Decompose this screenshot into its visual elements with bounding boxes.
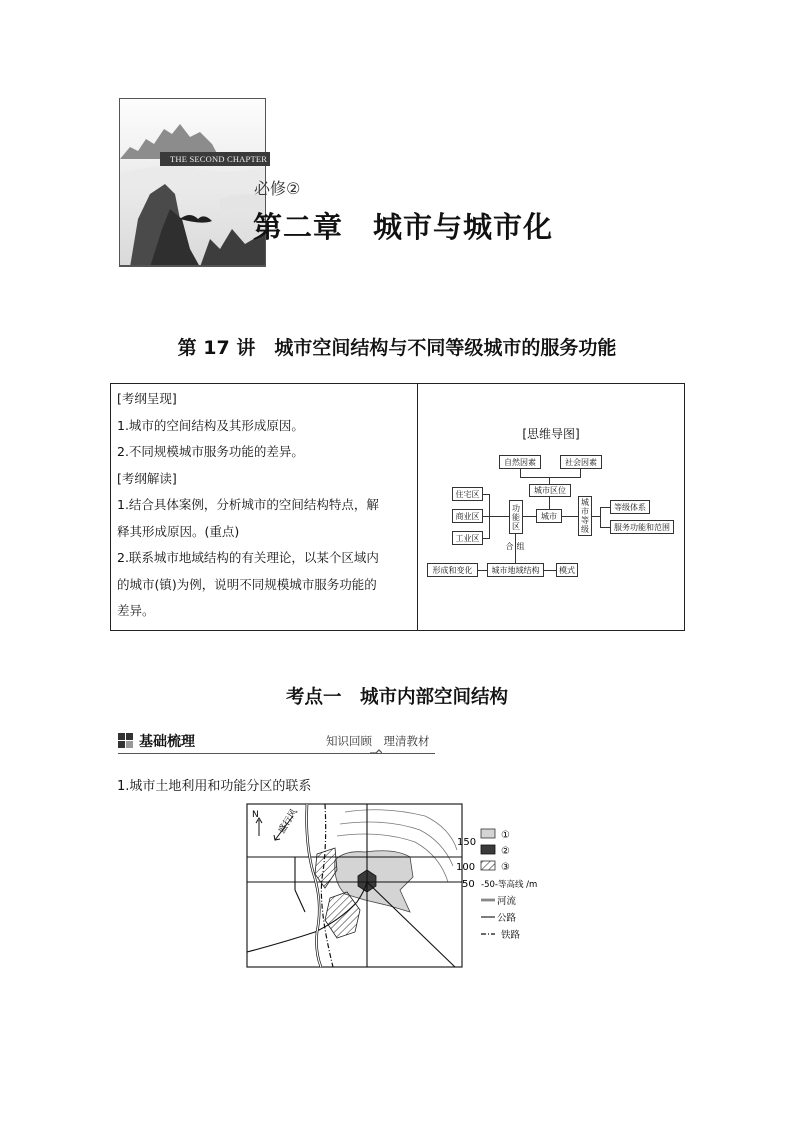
legend-road-label: 公路	[497, 913, 517, 924]
outline-line: [考纲呈现]	[117, 391, 177, 406]
mindmap-connector	[600, 507, 610, 508]
outline-line: 1.结合具体案例，分析城市的空间结构特点，解	[117, 497, 379, 512]
legend-zone3-label: ③	[501, 862, 510, 873]
node-industrial: 工业区	[452, 531, 483, 545]
mindmap-connector	[523, 516, 536, 517]
legend-zone3-swatch	[481, 861, 495, 870]
label-combine: 组合	[505, 542, 525, 551]
banner-underline	[119, 266, 266, 267]
node-level-system: 等级体系	[610, 500, 650, 514]
exam-outline-text	[117, 386, 412, 625]
mindmap-connector	[520, 477, 581, 478]
review-section-subtitle: 知识回顾 理清教材	[326, 734, 430, 748]
legend-railway-label: 铁路	[501, 930, 521, 941]
square-block-icon	[118, 733, 133, 748]
node-city: 城市	[536, 509, 562, 523]
mindmap-connector	[562, 516, 578, 517]
outline-line: 2.不同规模城市服务功能的差异。	[117, 444, 304, 459]
node-natural-factors: 自然因素	[499, 455, 541, 469]
section-title: 考点一 城市内部空间结构	[285, 687, 508, 708]
node-residential: 住宅区	[452, 487, 483, 501]
mindmap-connector	[489, 516, 509, 517]
node-social-factors: 社会因素	[560, 455, 602, 469]
mindmap-connector	[549, 496, 550, 509]
legend-zone2-swatch	[481, 845, 495, 854]
mindmap-connector	[600, 507, 601, 528]
node-model: 模式	[556, 563, 578, 577]
contour-label-150: 150	[457, 837, 477, 848]
mindmap-title: [思维导图]	[522, 427, 580, 441]
legend-zone1-label: ①	[501, 830, 510, 841]
legend-contour-label: -50-等高线 /m	[481, 880, 538, 890]
item-heading: 1.城市土地利用和功能分区的联系	[117, 779, 312, 794]
outline-line: 差异。	[117, 603, 155, 618]
lecture-title: 第 17 讲 城市空间结构与不同等级城市的服务功能	[177, 337, 617, 359]
mindmap-connector	[592, 516, 600, 517]
outline-line: [考纲解读]	[117, 470, 177, 486]
north-label: N	[252, 810, 259, 820]
mindmap-connector	[478, 570, 487, 571]
outline-divider	[417, 383, 418, 631]
mindmap-connector	[544, 570, 556, 571]
chapter-english-label: THE SECOND CHAPTER	[160, 152, 270, 166]
legend-zone1-swatch	[481, 829, 495, 838]
land-use-map	[245, 802, 550, 968]
outline-line: 的城市(镇)为例，说明不同规模城市服务功能的	[117, 576, 377, 592]
contour-label-50: 50	[462, 879, 475, 890]
required-course-label: 必修②	[254, 179, 301, 198]
contour-label-100: 100	[456, 862, 476, 873]
legend-river-label: 河流	[497, 896, 517, 907]
mindmap-connector	[600, 527, 610, 528]
review-header-rule	[118, 753, 435, 754]
node-service-range: 服务功能和范围	[610, 520, 674, 534]
chapter-cover-image	[119, 98, 266, 266]
node-city-level: 城市等级	[578, 496, 592, 536]
outline-line: 释其形成原因。(重点)	[117, 523, 240, 539]
chapter-title: 第二章 城市与城市化	[253, 210, 554, 244]
node-formation-change: 形成和变化	[427, 563, 478, 577]
node-city-location: 城市区位	[529, 484, 571, 497]
node-functional-zone: 功能区	[509, 500, 523, 534]
review-section-title: 基础梳理	[139, 734, 195, 750]
node-commercial: 商业区	[452, 509, 483, 523]
node-urban-structure: 城市地域结构	[487, 563, 544, 577]
outline-line: 2.联系城市地域结构的有关理论，以某个区域内	[117, 550, 379, 565]
legend-zone2-label: ②	[501, 846, 510, 857]
mindmap-connector	[549, 477, 550, 484]
outline-line: 1.城市的空间结构及其形成原因。	[117, 417, 304, 433]
notch-marker-icon	[370, 748, 382, 756]
